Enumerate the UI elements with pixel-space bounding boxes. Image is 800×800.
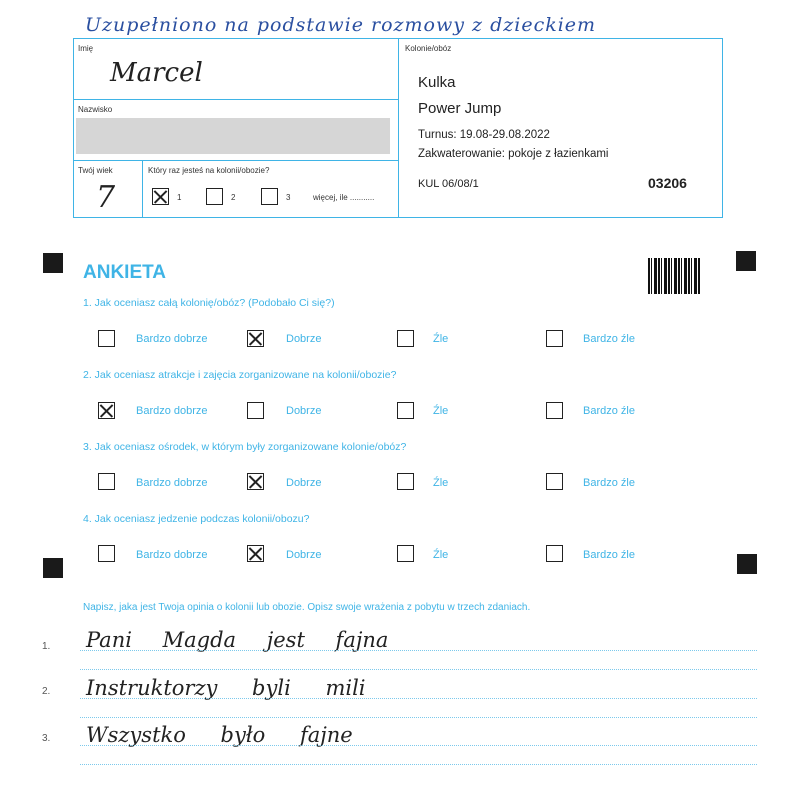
q3-checkbox-zle[interactable] bbox=[397, 473, 414, 490]
registration-marker bbox=[737, 554, 757, 574]
registration-marker bbox=[736, 251, 756, 271]
answer-line bbox=[80, 745, 757, 746]
q1-option-label: Źle bbox=[433, 333, 449, 345]
q4-checkbox-bardzo-zle[interactable] bbox=[546, 545, 563, 562]
opinion-prompt: Napisz, jaka jest Twoja opinia o kolonii lub obozie. Opisz swoje wrażenia z pobytu w trzech zdaniach. bbox=[83, 602, 531, 613]
survey-title: ANKIETA bbox=[83, 262, 167, 283]
times-label: Który raz jesteś na kolonii/obozie? bbox=[148, 166, 270, 175]
age-value: 7 bbox=[96, 180, 116, 215]
q1-option-label: Bardzo źle bbox=[583, 333, 635, 345]
q2-option-label: Źle bbox=[433, 405, 449, 417]
q4-option-label: Źle bbox=[433, 549, 449, 561]
barcode bbox=[648, 258, 700, 294]
name-label: Imię bbox=[78, 44, 94, 53]
q1-option-label: Bardzo dobrze bbox=[136, 333, 208, 345]
surname-redacted bbox=[76, 118, 390, 154]
q1-checkbox-bardzo-zle[interactable] bbox=[546, 330, 563, 347]
answer-line bbox=[80, 650, 757, 651]
times-checkbox-1[interactable] bbox=[152, 188, 169, 205]
times-more: więcej, ile ........... bbox=[313, 193, 375, 202]
answer-3: Wszystko było fajne bbox=[86, 723, 353, 747]
times-checkbox-3[interactable] bbox=[261, 188, 278, 205]
answer-1: Pani Magda jest fajna bbox=[86, 628, 389, 652]
registration-marker bbox=[43, 558, 63, 578]
q2-option-label: Dobrze bbox=[286, 405, 322, 417]
q3-option-label: Bardzo dobrze bbox=[136, 477, 208, 489]
answer-line bbox=[80, 698, 757, 699]
turnus: Turnus: 19.08-29.08.2022 bbox=[418, 129, 550, 141]
camp-name-2: Power Jump bbox=[418, 100, 502, 117]
top-note: Uzupełniono na podstawie rozmowy z dzieckiem bbox=[85, 14, 597, 36]
q3-option-label: Źle bbox=[433, 477, 449, 489]
camp-label: Kolonie/obóz bbox=[405, 44, 452, 53]
q1-checkbox-bardzo-dobrze[interactable] bbox=[98, 330, 115, 347]
q1-checkbox-zle[interactable] bbox=[397, 330, 414, 347]
q2-option-label: Bardzo źle bbox=[583, 405, 635, 417]
q4-option-label: Bardzo źle bbox=[583, 549, 635, 561]
q3-option-label: Bardzo źle bbox=[583, 477, 635, 489]
age-label: Twój wiek bbox=[78, 166, 113, 175]
q3-checkbox-bardzo-zle[interactable] bbox=[546, 473, 563, 490]
q3-option-label: Dobrze bbox=[286, 477, 322, 489]
q2-option-label: Bardzo dobrze bbox=[136, 405, 208, 417]
q1-option-label: Dobrze bbox=[286, 333, 322, 345]
question-2: 2. Jak oceniasz atrakcje i zajęcia zorganizowane na kolonii/obozie? bbox=[83, 369, 397, 381]
q2-checkbox-bardzo-zle[interactable] bbox=[546, 402, 563, 419]
answer-line bbox=[80, 669, 757, 670]
question-1: 1. Jak oceniasz całą kolonię/obóz? (Podobało Ci się?) bbox=[83, 297, 335, 309]
answer-number: 3. bbox=[42, 733, 51, 744]
surname-label: Nazwisko bbox=[78, 105, 113, 114]
times-checkbox-2[interactable] bbox=[206, 188, 223, 205]
question-4: 4. Jak oceniasz jedzenie podczas kolonii/obozu? bbox=[83, 513, 310, 525]
registration-marker bbox=[43, 253, 63, 273]
form-number: 03206 bbox=[648, 175, 687, 191]
times-option-3: 3 bbox=[286, 193, 291, 202]
q4-option-label: Dobrze bbox=[286, 549, 322, 561]
times-option-2: 2 bbox=[231, 193, 236, 202]
q2-checkbox-bardzo-dobrze[interactable] bbox=[98, 402, 115, 419]
q3-checkbox-bardzo-dobrze[interactable] bbox=[98, 473, 115, 490]
accommodation: Zakwaterowanie: pokoje z łazienkami bbox=[418, 148, 609, 160]
q2-checkbox-dobrze[interactable] bbox=[247, 402, 264, 419]
q4-checkbox-zle[interactable] bbox=[397, 545, 414, 562]
q2-checkbox-zle[interactable] bbox=[397, 402, 414, 419]
q4-checkbox-bardzo-dobrze[interactable] bbox=[98, 545, 115, 562]
camp-name-1: Kulka bbox=[418, 74, 456, 91]
camp-code: KUL 06/08/1 bbox=[418, 178, 479, 190]
q4-checkbox-dobrze[interactable] bbox=[247, 545, 264, 562]
q3-checkbox-dobrze[interactable] bbox=[247, 473, 264, 490]
answer-number: 2. bbox=[42, 686, 51, 697]
q1-checkbox-dobrze[interactable] bbox=[247, 330, 264, 347]
answer-line bbox=[80, 764, 757, 765]
answer-line bbox=[80, 717, 757, 718]
answer-number: 1. bbox=[42, 641, 51, 652]
name-value: Marcel bbox=[110, 58, 203, 88]
q4-option-label: Bardzo dobrze bbox=[136, 549, 208, 561]
question-3: 3. Jak oceniasz ośrodek, w którym były zorganizowane kolonie/obóz? bbox=[83, 441, 407, 453]
times-option-1: 1 bbox=[177, 193, 182, 202]
answer-2: Instruktorzy byli mili bbox=[86, 676, 366, 700]
